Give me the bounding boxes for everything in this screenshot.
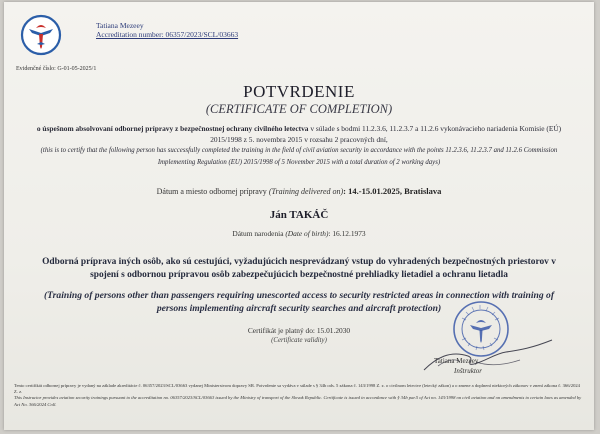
training-value: : 14.-15.01.2025, Bratislava [343, 186, 442, 196]
accreditation-number: Accreditation number: 06357/2023/SCL/03663 [96, 30, 239, 39]
training-label-en: (Training delivered on) [268, 187, 344, 196]
training-label: Dátum a miesto odbornej prípravy [156, 187, 269, 196]
certificate-title: POTVRDENIE [243, 82, 355, 101]
evidence-number: Evidenčné číslo: G-01-05-2025/1 [16, 66, 97, 72]
issuer-block [96, 21, 238, 39]
certificate-sheet [4, 2, 594, 430]
instructor-role: Inštruktor [454, 367, 482, 375]
certificate-subtitle: (CERTIFICATE OF COMPLETION) [205, 102, 393, 116]
validity-line-en: (Certificate validity) [271, 337, 327, 344]
course-description-en: (Training of persons other than passengers requiring unescorted access to security restricted areas in connection with training of persons implementing aircraft security searches and aircraft protection) [43, 290, 555, 314]
dob-label-en: (Date of birth) [285, 229, 329, 238]
course-description-sk: Odborná príprava iných osôb, ako sú cestujúci, vyžadujúcich nesprevádzaný vstup do vyhradených bezpečnostných priestorov v spojení s odbornou prípravou osôb zabezpečujúcich bezpečnostné prehliadky lietadiel a ochranu lietadla [42, 257, 556, 280]
intro-paragraph [26, 124, 572, 168]
footer-legal-text [14, 383, 584, 408]
intro-sk-bold: o úspešnom absolvovaní odbornej prípravy z bezpečnostnej ochrany civilného letectva [36, 124, 309, 133]
validity-line: Certifikát je platný do: 15.01.2030 [247, 326, 351, 335]
dob-label: Dátum narodenia [232, 229, 286, 238]
aviation-security-logo-icon [20, 14, 62, 56]
intro-sk-rest: v súlade s bodmi 11.2.3.6, 11.2.3.7 a 11.2.6 vykonávacieho nariadenia Komisie (EÚ) 2015/1998 z 5. novembra 2015 v rozsahu 2 pracovných dní, [210, 124, 562, 144]
intro-en: (this is to certify that the following person has successfully completed the training in the field of civil aviation security in accordance with the points 11.2.3.6, 11.2.3.7 and 11.2.6 Commission Implementing Regulation (EU) 2015/1998 of 5 November 2015 with a total duration of 2 working days) [40, 147, 558, 166]
issuer-name: Tatiana Mezeey [96, 21, 144, 30]
person-name: Ján TAKÁČ [269, 209, 329, 221]
footer-text-en: This Instructor provides aviation security trainings pursuant to the accreditation no. 06357/2023/SCL/03663 issued by the Ministry of transport of the Slovak Republic. Certificate is issued in accordance with § 34b par.5 of Act no. 143/1998 on civil aviation and on amendments to certain laws as amended by Act No. 366/2024 Coll. [14, 395, 582, 407]
dob-line [4, 229, 594, 238]
footer-text-sk: Tento certifikát odbornej prípravy je vydaný na základe akreditácie č. 06357/2023/SCL/03663 vydanej Ministerstvom dopravy SR. Potvrdenie sa vydáva v súlade s § 34b ods. 5 zákona č. 143/1998 Z. z. o civilnom letectve (letecký zákon) a o zmene a doplnení niektorých zákonov v znení zákona č. 366/2024 Z. z. [14, 383, 580, 395]
instructor-name: Tatiana Mezeey [434, 357, 479, 365]
training-date-line [4, 186, 594, 196]
dob-value: : 16.12.1973 [328, 229, 366, 238]
